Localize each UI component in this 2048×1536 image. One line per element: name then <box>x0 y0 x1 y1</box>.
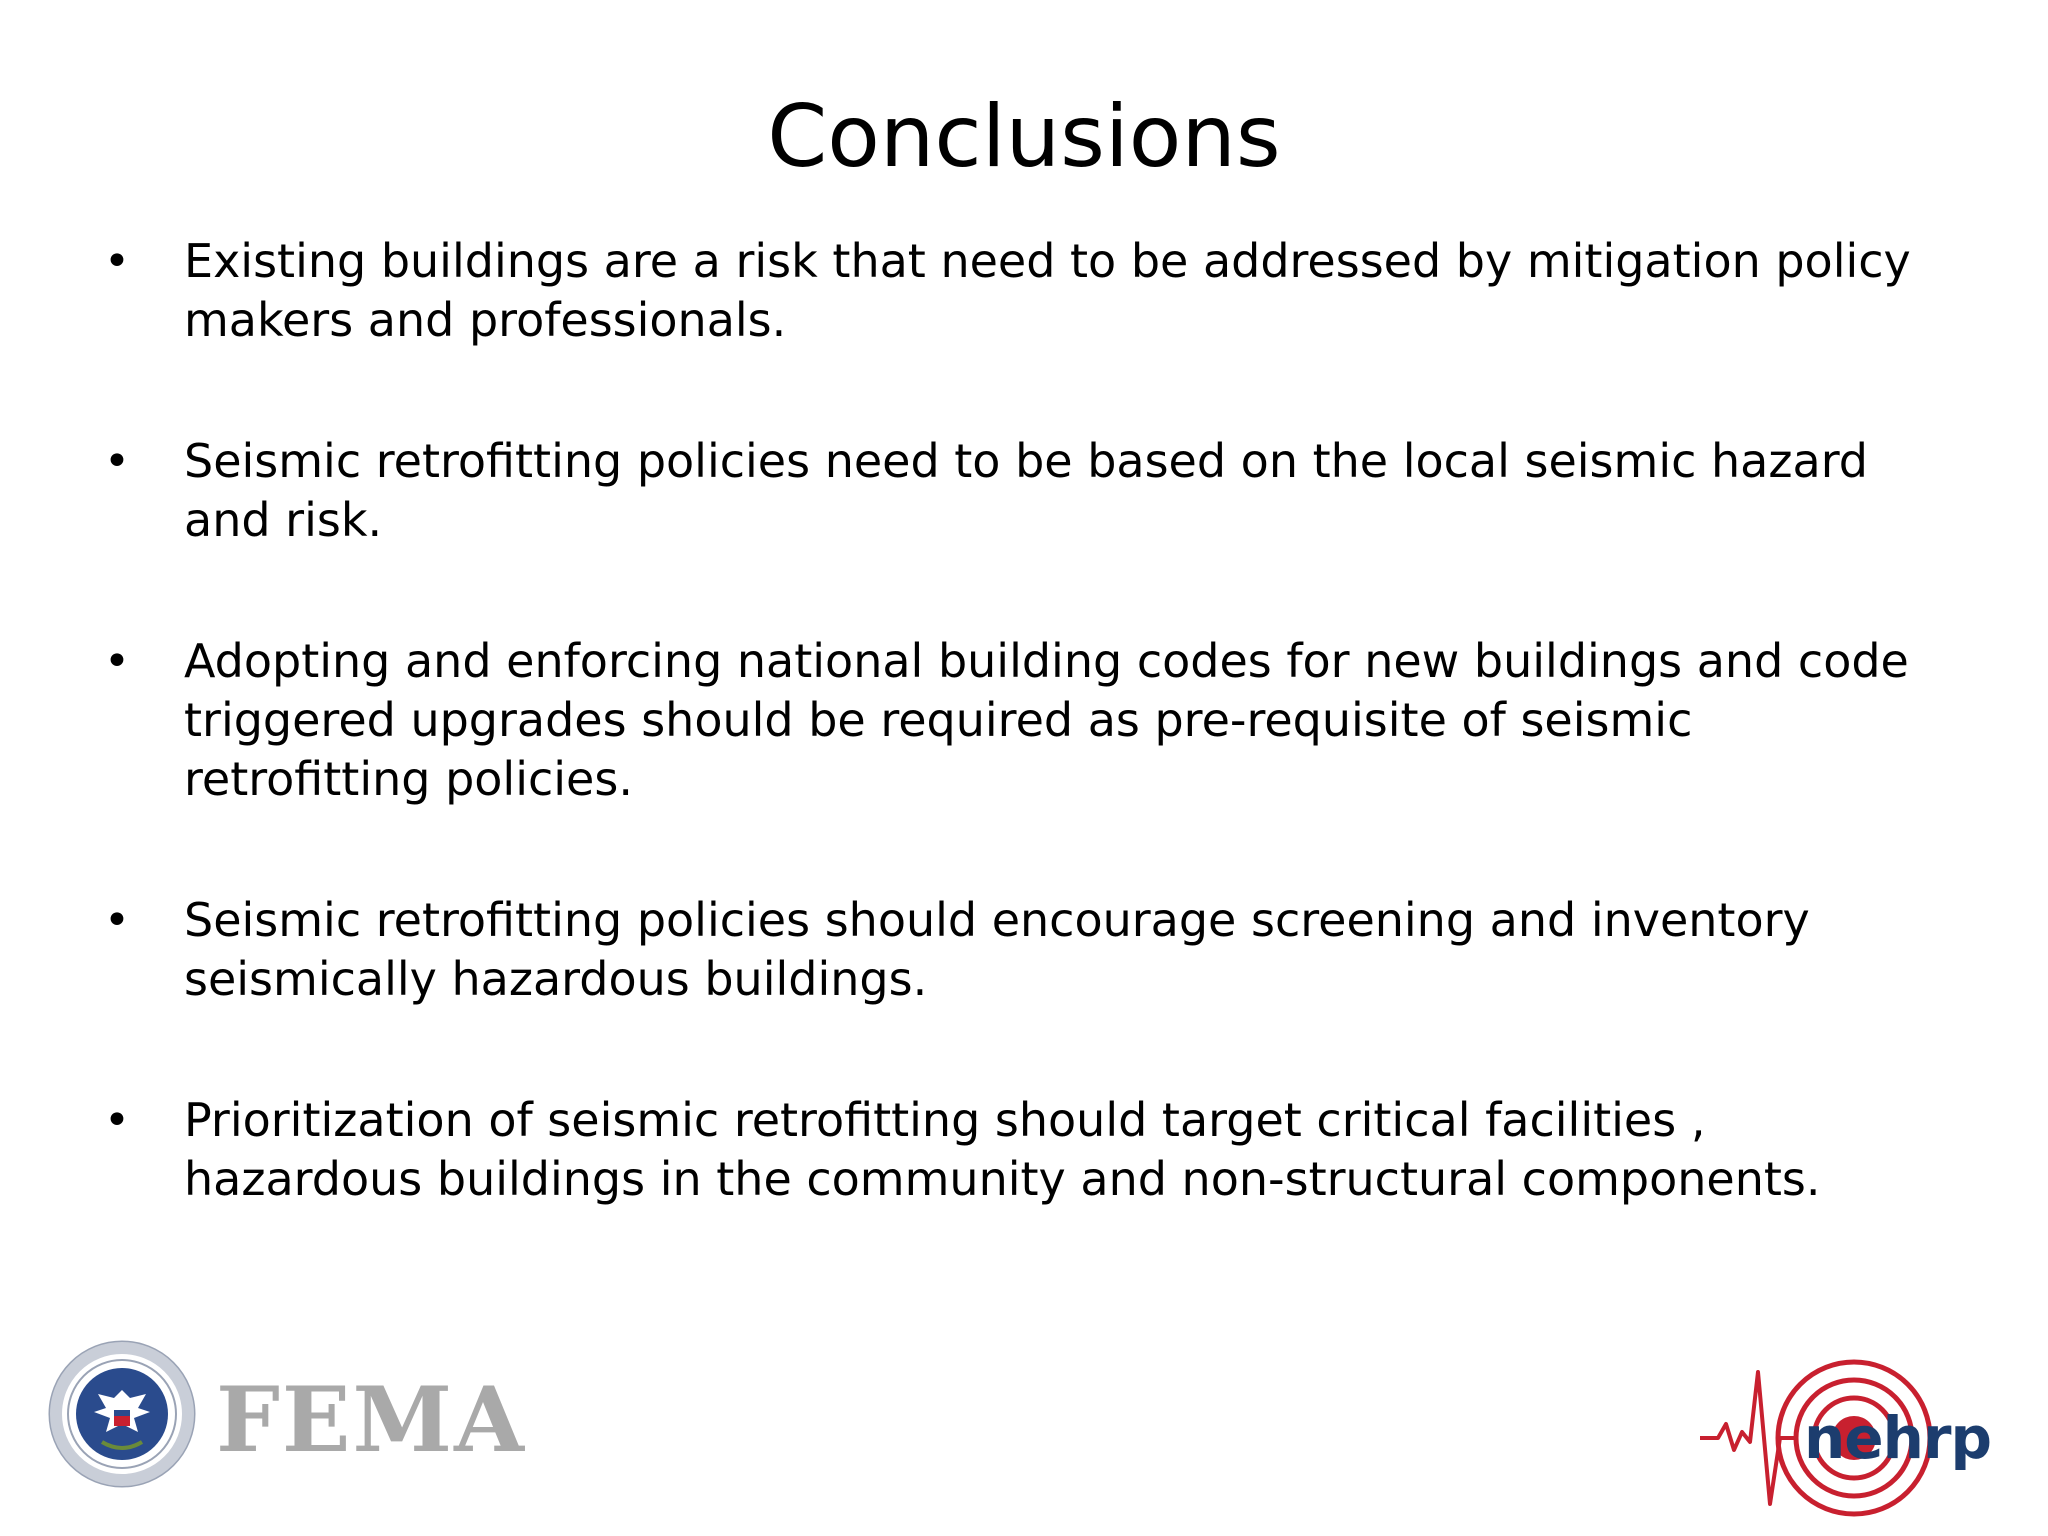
bullet-marker: • <box>104 236 130 287</box>
bullet-item <box>104 632 1924 809</box>
nehrp-wordmark: nehrp <box>1804 1404 1992 1472</box>
bullet-marker: • <box>104 895 130 946</box>
dhs-seal-icon <box>46 1338 198 1490</box>
bullet-item <box>104 1091 1924 1209</box>
fema-logo <box>46 1338 526 1508</box>
bullet-item <box>104 432 1924 550</box>
bullet-item <box>104 891 1924 1009</box>
fema-wordmark: FEMA <box>216 1367 526 1473</box>
bullet-text: Prioritization of seismic retrofitting should target critical facilities , hazardous buildings in the community and non-structural components. <box>184 1093 1821 1206</box>
bullet-text: Existing buildings are a risk that need to be addressed by mitigation policy makers and professionals. <box>184 234 1911 347</box>
bullet-text: Seismic retrofitting policies need to be based on the local seismic hazard and risk. <box>184 434 1869 547</box>
bullet-text: Adopting and enforcing national building codes for new buildings and code triggered upgrades should be required as pre-requisite of seismic retrofitting policies. <box>184 634 1909 806</box>
bullet-marker: • <box>104 636 130 687</box>
slide-title: Conclusions <box>767 87 1281 187</box>
nehrp-logo <box>1700 1354 1992 1524</box>
bullet-item <box>104 232 1924 350</box>
bullet-text: Seismic retrofitting policies should encourage screening and inventory seismically hazardous buildings. <box>184 893 1810 1006</box>
bullet-marker: • <box>104 436 130 487</box>
bullet-marker: • <box>104 1095 130 1146</box>
bullet-list <box>104 232 1924 1291</box>
